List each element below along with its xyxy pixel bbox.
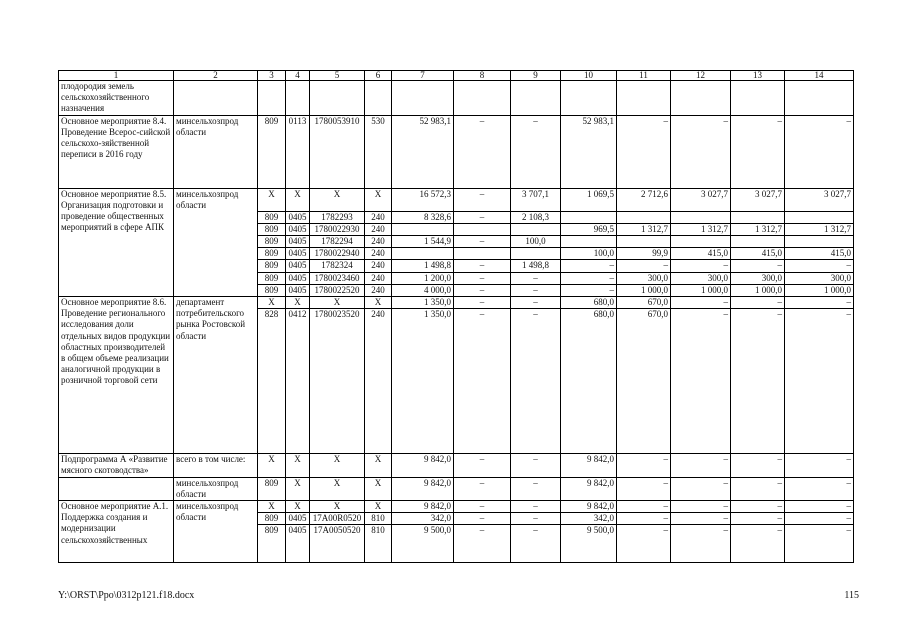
value-cell [454,248,511,260]
value-cell: – [454,501,511,513]
executor-cell: всего в том числе: [174,454,258,477]
value-cell: 300,0 [785,272,854,284]
value-cell: 1 000,0 [731,284,785,296]
value-cell: – [731,309,785,454]
value-cell: – [454,211,511,223]
table-row [59,297,854,309]
table-row [59,188,854,211]
value-cell: 1 544,9 [392,236,454,248]
value-cell: 0412 [286,309,310,454]
executor-cell: минсельхозпрод области [174,477,258,500]
value-cell [731,211,785,223]
value-cell: – [617,477,671,500]
value-cell: Х [310,501,365,513]
table-row [59,501,854,513]
activity-name-cell: Основное мероприятие 8.6. Проведение регионального исследования доли отдельных видов продукции областных производителей в общем объеме реализации аналогичной продукции в розничной торговой сети [59,297,174,454]
value-cell: Х [286,188,310,211]
value-cell: 1 000,0 [785,284,854,296]
value-cell: Х [365,188,392,211]
value-cell: – [454,454,511,477]
value-cell: 809 [258,477,286,500]
value-cell: 240 [365,248,392,260]
value-cell: 809 [258,525,286,563]
value-cell: 1 350,0 [392,297,454,309]
value-cell: 240 [365,260,392,272]
value-cell: 240 [365,211,392,223]
value-cell: Х [365,454,392,477]
value-cell: 680,0 [561,309,617,454]
value-cell: – [671,525,731,563]
value-cell: 670,0 [617,309,671,454]
value-cell [617,236,671,248]
value-cell: 415,0 [671,248,731,260]
page-number: 115 [844,590,859,601]
value-cell [511,81,561,116]
value-cell: – [617,454,671,477]
value-cell: – [561,260,617,272]
value-cell: – [731,501,785,513]
column-number: 13 [731,71,785,81]
value-cell: – [731,454,785,477]
value-cell: – [785,501,854,513]
value-cell: – [561,272,617,284]
value-cell: 52 983,1 [392,115,454,188]
value-cell: – [617,260,671,272]
value-cell: – [785,260,854,272]
value-cell: 2 108,3 [511,211,561,223]
value-cell: – [785,115,854,188]
value-cell [785,236,854,248]
value-cell: 9 842,0 [392,477,454,500]
value-cell: 99,9 [617,248,671,260]
activity-name-cell: Подпрограмма А «Развитие мясного скотоводства» [59,454,174,477]
value-cell: 3 027,7 [671,188,731,211]
value-cell: 809 [258,223,286,235]
value-cell: – [731,297,785,309]
value-cell: 1782293 [310,211,365,223]
value-cell: Х [286,454,310,477]
value-cell: – [511,454,561,477]
value-cell: 1 498,8 [511,260,561,272]
value-cell: Х [258,501,286,513]
column-number: 7 [392,71,454,81]
value-cell: 17А0050520 [310,525,365,563]
value-cell: – [671,454,731,477]
value-cell: Х [286,477,310,500]
value-cell [392,248,454,260]
value-cell: – [785,297,854,309]
value-cell: 0405 [286,248,310,260]
value-cell: 0405 [286,260,310,272]
value-cell: 1782324 [310,260,365,272]
value-cell: – [454,309,511,454]
column-number: 6 [365,71,392,81]
value-cell: 100,0 [511,236,561,248]
value-cell: – [731,513,785,525]
executor-cell: департамент потребительского рынка Ростовской области [174,297,258,454]
value-cell: 810 [365,513,392,525]
column-number: 1 [59,71,174,81]
table-row [59,477,854,500]
value-cell: Х [286,297,310,309]
value-cell: 680,0 [561,297,617,309]
value-cell: 415,0 [785,248,854,260]
value-cell: 810 [365,525,392,563]
value-cell: – [511,115,561,188]
value-cell: 342,0 [561,513,617,525]
value-cell [731,81,785,116]
value-cell: 9 842,0 [392,501,454,513]
value-cell: 9 842,0 [561,501,617,513]
value-cell [258,81,286,116]
document-path: Y:\ORST\Ppo\0312p121.f18.docx [58,590,195,601]
value-cell [731,236,785,248]
column-number: 2 [174,71,258,81]
value-cell [785,211,854,223]
activity-name-cell: Основное мероприятие 8.4. Проведение Всерос-сийской сельскохо-зяйственной переписи в 2016 году [59,115,174,188]
value-cell: 240 [365,223,392,235]
value-cell: – [511,297,561,309]
value-cell: – [454,115,511,188]
value-cell: – [617,513,671,525]
value-cell: 9 500,0 [392,525,454,563]
value-cell [392,81,454,116]
value-cell [617,81,671,116]
value-cell: 1 312,7 [671,223,731,235]
column-number: 3 [258,71,286,81]
value-cell: 1 312,7 [785,223,854,235]
value-cell: Х [310,477,365,500]
value-cell: – [671,260,731,272]
value-cell: 1 498,8 [392,260,454,272]
value-cell: 0405 [286,236,310,248]
value-cell: – [454,525,511,563]
value-cell: – [671,115,731,188]
value-cell: 809 [258,236,286,248]
value-cell: Х [365,477,392,500]
value-cell: 2 712,6 [617,188,671,211]
value-cell: 3 707,1 [511,188,561,211]
value-cell: Х [310,297,365,309]
value-cell: 9 842,0 [392,454,454,477]
value-cell: – [511,477,561,500]
value-cell: 1 350,0 [392,309,454,454]
value-cell: Х [365,297,392,309]
value-cell: – [511,525,561,563]
value-cell: 1780053910 [310,115,365,188]
value-cell: – [617,525,671,563]
value-cell: 809 [258,248,286,260]
value-cell [392,223,454,235]
column-number: 5 [310,71,365,81]
value-cell: 3 027,7 [785,188,854,211]
value-cell: 1 000,0 [617,284,671,296]
executor-cell: минсельхозпрод области [174,501,258,563]
column-number: 11 [617,71,671,81]
value-cell: – [785,454,854,477]
value-cell: 8 328,6 [392,211,454,223]
value-cell: 17А00R0520 [310,513,365,525]
value-cell [511,248,561,260]
table-row [59,115,854,188]
value-cell: Х [365,501,392,513]
value-cell: 1 200,0 [392,272,454,284]
column-number: 9 [511,71,561,81]
value-cell: 9 842,0 [561,477,617,500]
value-cell [785,81,854,116]
value-cell: 415,0 [731,248,785,260]
budget-table [58,70,854,563]
value-cell: Х [286,501,310,513]
header-row [59,71,854,81]
value-cell: 0405 [286,284,310,296]
activity-name-cell: Основное мероприятие А.1. Поддержка создания и модернизации сельскохозяйственных [59,501,174,563]
value-cell: Х [258,188,286,211]
column-number: 4 [286,71,310,81]
value-cell [671,81,731,116]
value-cell: – [617,501,671,513]
value-cell: – [671,477,731,500]
value-cell: 300,0 [731,272,785,284]
value-cell [454,223,511,235]
value-cell: – [454,284,511,296]
value-cell: Х [258,454,286,477]
value-cell: 4 000,0 [392,284,454,296]
value-cell [561,236,617,248]
executor-cell: минсельхозпрод области [174,115,258,188]
value-cell: – [454,513,511,525]
value-cell: – [561,284,617,296]
value-cell: 0405 [286,513,310,525]
value-cell: 9 842,0 [561,454,617,477]
value-cell [561,211,617,223]
value-cell: – [454,260,511,272]
table-row [59,81,854,116]
value-cell: – [454,188,511,211]
value-cell: – [454,297,511,309]
column-number: 14 [785,71,854,81]
value-cell: 1 312,7 [617,223,671,235]
value-cell: – [731,115,785,188]
value-cell [310,81,365,116]
value-cell: – [454,272,511,284]
column-number: 8 [454,71,511,81]
value-cell: – [785,309,854,454]
value-cell: – [511,501,561,513]
value-cell [286,81,310,116]
value-cell: 1780023460 [310,272,365,284]
value-cell: 969,5 [561,223,617,235]
value-cell: 16 572,3 [392,188,454,211]
value-cell: 0113 [286,115,310,188]
value-cell: 1 312,7 [731,223,785,235]
value-cell: – [511,272,561,284]
value-cell: – [731,525,785,563]
value-cell [561,81,617,116]
value-cell: 1 069,5 [561,188,617,211]
value-cell [511,223,561,235]
value-cell: 809 [258,284,286,296]
value-cell [671,211,731,223]
value-cell: Х [310,188,365,211]
value-cell: 240 [365,309,392,454]
value-cell: 809 [258,260,286,272]
value-cell: 0405 [286,211,310,223]
value-cell: – [785,525,854,563]
activity-name-cell: плодородия земель сельскохозяйственного назначения [59,81,174,116]
value-cell: 809 [258,115,286,188]
value-cell: 0405 [286,223,310,235]
value-cell: – [785,513,854,525]
value-cell: 1780022930 [310,223,365,235]
value-cell: 809 [258,211,286,223]
value-cell: – [454,236,511,248]
activity-name-cell: Основное мероприятие 8.5. Организация подготовки и проведение общественных мероприятий в сфере АПК [59,188,174,296]
value-cell: – [511,513,561,525]
value-cell: – [731,477,785,500]
value-cell: – [671,513,731,525]
value-cell: 809 [258,513,286,525]
value-cell: 9 500,0 [561,525,617,563]
value-cell: 1780022940 [310,248,365,260]
value-cell: 300,0 [617,272,671,284]
value-cell: 530 [365,115,392,188]
executor-cell [174,81,258,116]
column-number: 10 [561,71,617,81]
value-cell: 670,0 [617,297,671,309]
value-cell: 300,0 [671,272,731,284]
value-cell: 342,0 [392,513,454,525]
column-number: 12 [671,71,731,81]
executor-cell: минсельхозпрод области [174,188,258,296]
value-cell: 1780023520 [310,309,365,454]
value-cell: 52 983,1 [561,115,617,188]
value-cell: Х [310,454,365,477]
value-cell: 240 [365,284,392,296]
table-row [59,454,854,477]
value-cell: 240 [365,272,392,284]
value-cell: – [731,260,785,272]
value-cell: 0405 [286,272,310,284]
value-cell: 100,0 [561,248,617,260]
value-cell: 0405 [286,525,310,563]
value-cell: 1782294 [310,236,365,248]
value-cell: – [617,115,671,188]
value-cell: – [671,297,731,309]
value-cell: 809 [258,272,286,284]
value-cell: – [785,477,854,500]
value-cell [454,81,511,116]
value-cell [671,236,731,248]
value-cell [617,211,671,223]
activity-name-cell [59,477,174,500]
value-cell: – [511,284,561,296]
value-cell: – [454,477,511,500]
value-cell: 1 000,0 [671,284,731,296]
value-cell: 240 [365,236,392,248]
value-cell: – [511,309,561,454]
value-cell: 3 027,7 [731,188,785,211]
value-cell: Х [258,297,286,309]
value-cell: 1780022520 [310,284,365,296]
value-cell: 828 [258,309,286,454]
value-cell: – [671,309,731,454]
value-cell [365,81,392,116]
value-cell: – [671,501,731,513]
